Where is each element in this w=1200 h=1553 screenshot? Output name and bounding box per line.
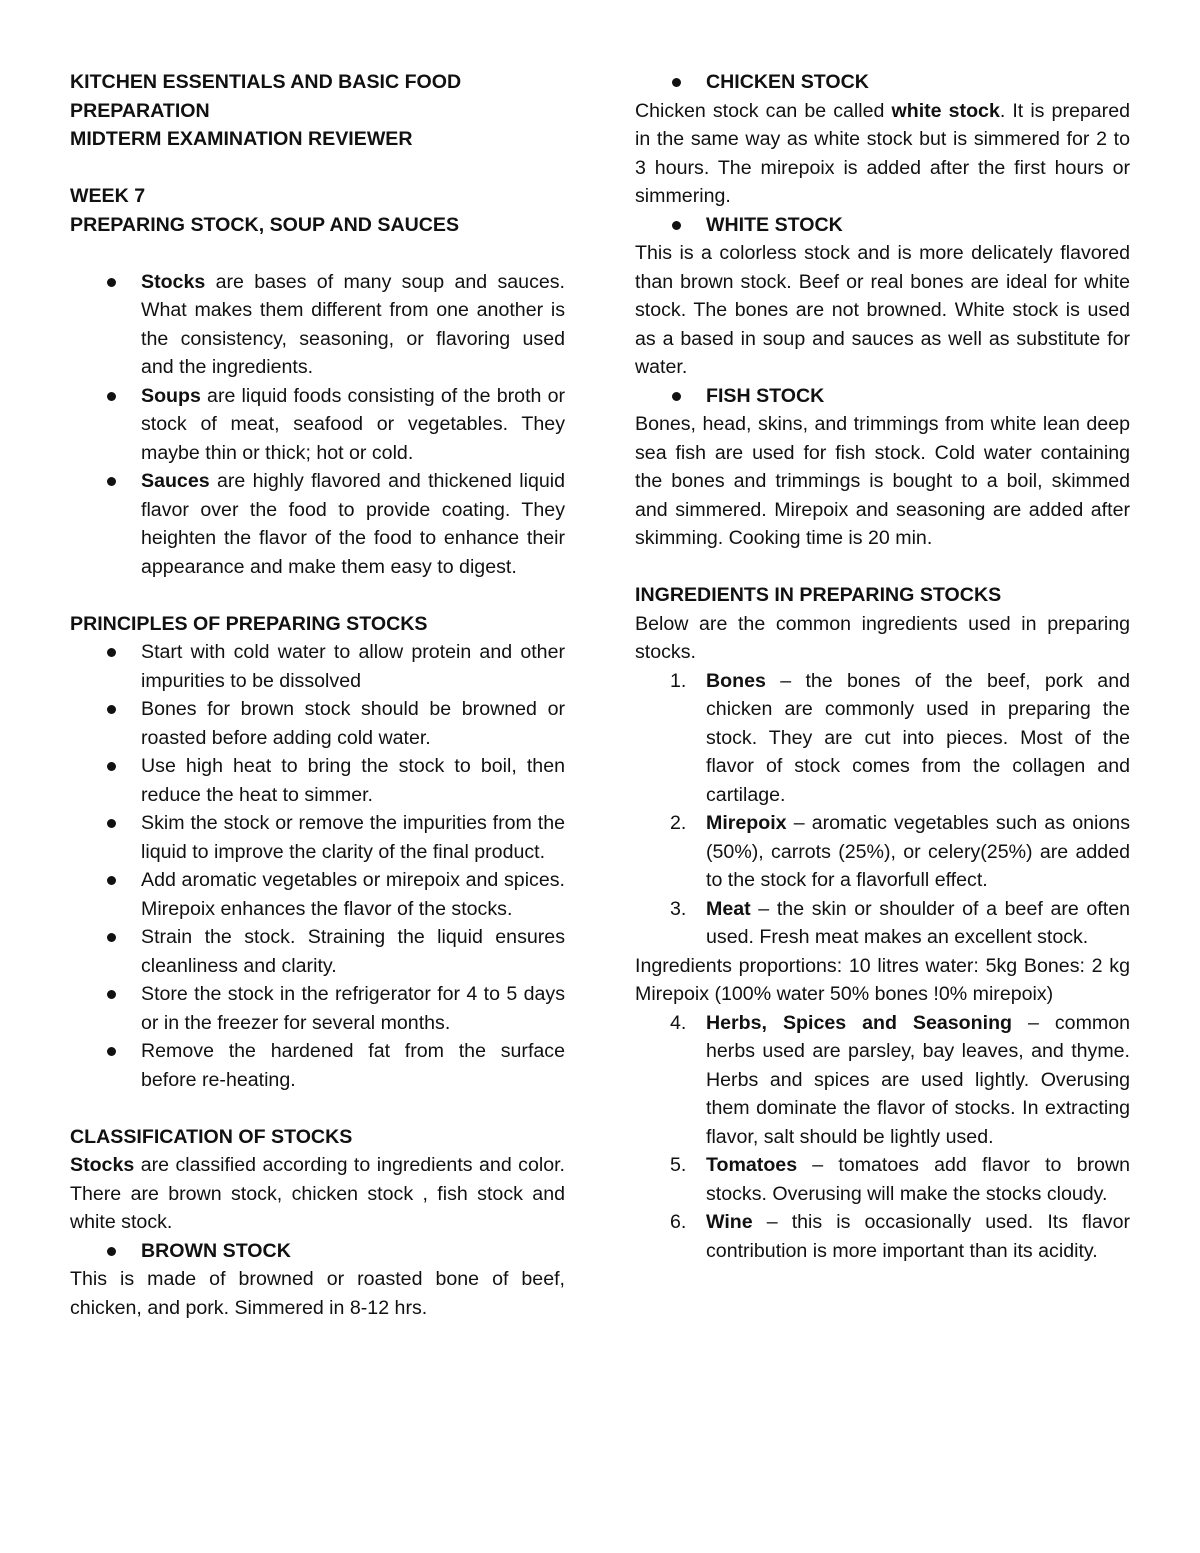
list-item bbox=[70, 467, 565, 581]
spacer bbox=[70, 581, 565, 610]
item-number: 6. bbox=[670, 1211, 687, 1233]
fish-stock-title-list bbox=[635, 382, 1130, 411]
spacer bbox=[70, 154, 565, 183]
definition-term: Sauces bbox=[141, 470, 210, 492]
item-number: 2. bbox=[670, 812, 687, 834]
list-item: Bones for brown stock should be browned or roasted before adding cold water. bbox=[70, 695, 565, 752]
list-item: Skim the stock or remove the impurities from the liquid to improve the clarity of the final product. bbox=[70, 809, 565, 866]
list-item: Use high heat to bring the stock to boil, then reduce the heat to simmer. bbox=[70, 752, 565, 809]
ingredient-text: – aromatic vegetables such as onions (50%), carrots (25%), or celery(25%) are added to the stock for a flavorfull effect. bbox=[706, 812, 1130, 891]
fish-stock-text: Bones, head, skins, and trimmings from white lean deep sea fish are used for fish stock. Cold water containing the bones and trimmings is bought to a boil, skimmed and simmered. Mirepoix and seasoning are added after skimming. Cooking time is 20 min. bbox=[635, 413, 1130, 549]
definition-term: Soups bbox=[141, 384, 201, 407]
white-stock-text: This is a colorless stock and is more delicately flavored than brown stock. Beef or real bones are ideal for white stock. The bones are not browned. White stock is used as a based in soup and sauces as well as substitute for water. bbox=[635, 242, 1130, 378]
ingredient-term: Bones bbox=[706, 669, 766, 692]
list-item: Add aromatic vegetables or mirepoix and spices. Mirepoix enhances the flavor of the stocks. bbox=[70, 866, 565, 923]
chicken-stock-text bbox=[635, 97, 1130, 211]
ingredient-text: – the bones of the beef, pork and chicken are commonly used in preparing the stock. They are cut into pieces. Most of the flavor of stock comes from the collagen and cartilage. bbox=[706, 669, 1130, 806]
definition-text: are bases of many soup and sauces. What makes them different from one another is the consistency, seasoning, or flavoring used and the ingredients. bbox=[141, 270, 565, 378]
list-item bbox=[635, 1009, 1130, 1152]
chicken-stock-title: CHICKEN STOCK bbox=[635, 68, 1130, 97]
list-item: Strain the stock. Straining the liquid ensures cleanliness and clarity. bbox=[70, 923, 565, 980]
left-column bbox=[70, 68, 565, 1322]
ingredient-term: Meat bbox=[706, 897, 751, 920]
brown-stock-text: This is made of browned or roasted bone of beef, chicken, and pork. Simmered in 8-12 hrs. bbox=[70, 1268, 565, 1319]
classification-heading: CLASSIFICATION OF STOCKS bbox=[70, 1125, 353, 1148]
principles-heading: PRINCIPLES OF PREPARING STOCKS bbox=[70, 612, 428, 635]
list-item bbox=[635, 809, 1130, 895]
title-line-2: PREPARATION bbox=[70, 99, 210, 122]
list-item bbox=[635, 667, 1130, 810]
chicken-stock-text-a: Chicken stock can be called bbox=[635, 99, 892, 122]
chicken-stock-bold: white stock bbox=[891, 99, 1000, 122]
week-label: WEEK 7 bbox=[70, 185, 146, 207]
ingredient-term: Tomatoes bbox=[706, 1154, 798, 1176]
ingredients-heading: INGREDIENTS IN PREPARING STOCKS bbox=[635, 584, 1002, 606]
definition-term: Stocks bbox=[141, 270, 206, 293]
list-item bbox=[70, 268, 565, 382]
ingredients-list-a bbox=[635, 667, 1130, 952]
principles-list bbox=[70, 638, 565, 1094]
ingredients-proportions: Ingredients proportions: 10 litres water: 5kg Bones: 2 kg Mirepoix (100% water 50% bones !0% mirepoix) bbox=[635, 954, 1130, 1005]
ingredient-term: Herbs, Spices and Seasoning bbox=[706, 1011, 1013, 1034]
week-topic: PREPARING STOCK, SOUP AND SAUCES bbox=[70, 213, 460, 236]
ingredients-list-b bbox=[635, 1009, 1130, 1266]
spacer bbox=[635, 553, 1130, 582]
brown-stock-title: BROWN STOCK bbox=[70, 1237, 565, 1266]
ingredient-term: Mirepoix bbox=[706, 812, 787, 834]
item-number: 5. bbox=[670, 1154, 687, 1176]
definition-text: are highly flavored and thickened liquid flavor over the food to provide coating. They heighten the flavor of the food to enhance their appearance and make them easy to digest. bbox=[141, 470, 565, 578]
ingredient-text: – common herbs used are parsley, bay leaves, and thyme. Herbs and spices are used lightly. Overusing them dominate the flavor of stocks. In extracting flavor, salt should be lightly used. bbox=[706, 1011, 1131, 1148]
fish-stock-title: FISH STOCK bbox=[635, 382, 1130, 411]
item-number: 1. bbox=[670, 669, 687, 692]
ingredient-text: – the skin or shoulder of a beef are often used. Fresh meat makes an excellent stock. bbox=[706, 897, 1130, 948]
ingredient-text: – this is occasionally used. Its flavor contribution is more important than its acidity. bbox=[706, 1211, 1130, 1262]
list-item bbox=[70, 382, 565, 468]
list-item bbox=[635, 1151, 1130, 1208]
list-item bbox=[635, 895, 1130, 952]
list-item: Store the stock in the refrigerator for 4 to 5 days or in the freezer for several months. bbox=[70, 980, 565, 1037]
white-stock-title-list bbox=[635, 211, 1130, 240]
definitions-list bbox=[70, 268, 565, 582]
classification-intro-term: Stocks bbox=[70, 1154, 135, 1176]
brown-stock-title-list bbox=[70, 1237, 565, 1266]
list-item: Start with cold water to allow protein and other impurities to be dissolved bbox=[70, 638, 565, 695]
ingredient-text: – tomatoes add flavor to brown stocks. Overusing will make the stocks cloudy. bbox=[706, 1154, 1130, 1205]
ingredient-term: Wine bbox=[706, 1211, 753, 1233]
white-stock-title: WHITE STOCK bbox=[635, 211, 1130, 240]
spacer bbox=[70, 1094, 565, 1123]
classification-intro-text: are classified according to ingredients and color. There are brown stock, chicken stock , fish stock and white stock. bbox=[70, 1154, 565, 1233]
title-line-1: KITCHEN ESSENTIALS AND BASIC FOOD bbox=[70, 71, 462, 93]
spacer bbox=[70, 239, 565, 268]
definition-text: are liquid foods consisting of the broth or stock of meat, seafood or vegetables. They maybe thin or thick; hot or cold. bbox=[141, 384, 565, 464]
right-column bbox=[635, 68, 1130, 1265]
list-item bbox=[635, 1208, 1130, 1265]
ingredients-intro: Below are the common ingredients used in preparing stocks. bbox=[635, 612, 1130, 663]
chicken-stock-text-b: . It is prepared in the same way as white stock but is simmered for 2 to 3 hours. The mirepoix is added after the first hours or simmering. bbox=[635, 99, 1130, 207]
title-line-3: MIDTERM EXAMINATION REVIEWER bbox=[70, 128, 413, 150]
chicken-stock-title-list bbox=[635, 68, 1130, 97]
item-number: 3. bbox=[670, 897, 687, 920]
classification-intro bbox=[70, 1151, 565, 1237]
list-item: Remove the hardened fat from the surface before re-heating. bbox=[70, 1037, 565, 1094]
item-number: 4. bbox=[670, 1011, 687, 1034]
